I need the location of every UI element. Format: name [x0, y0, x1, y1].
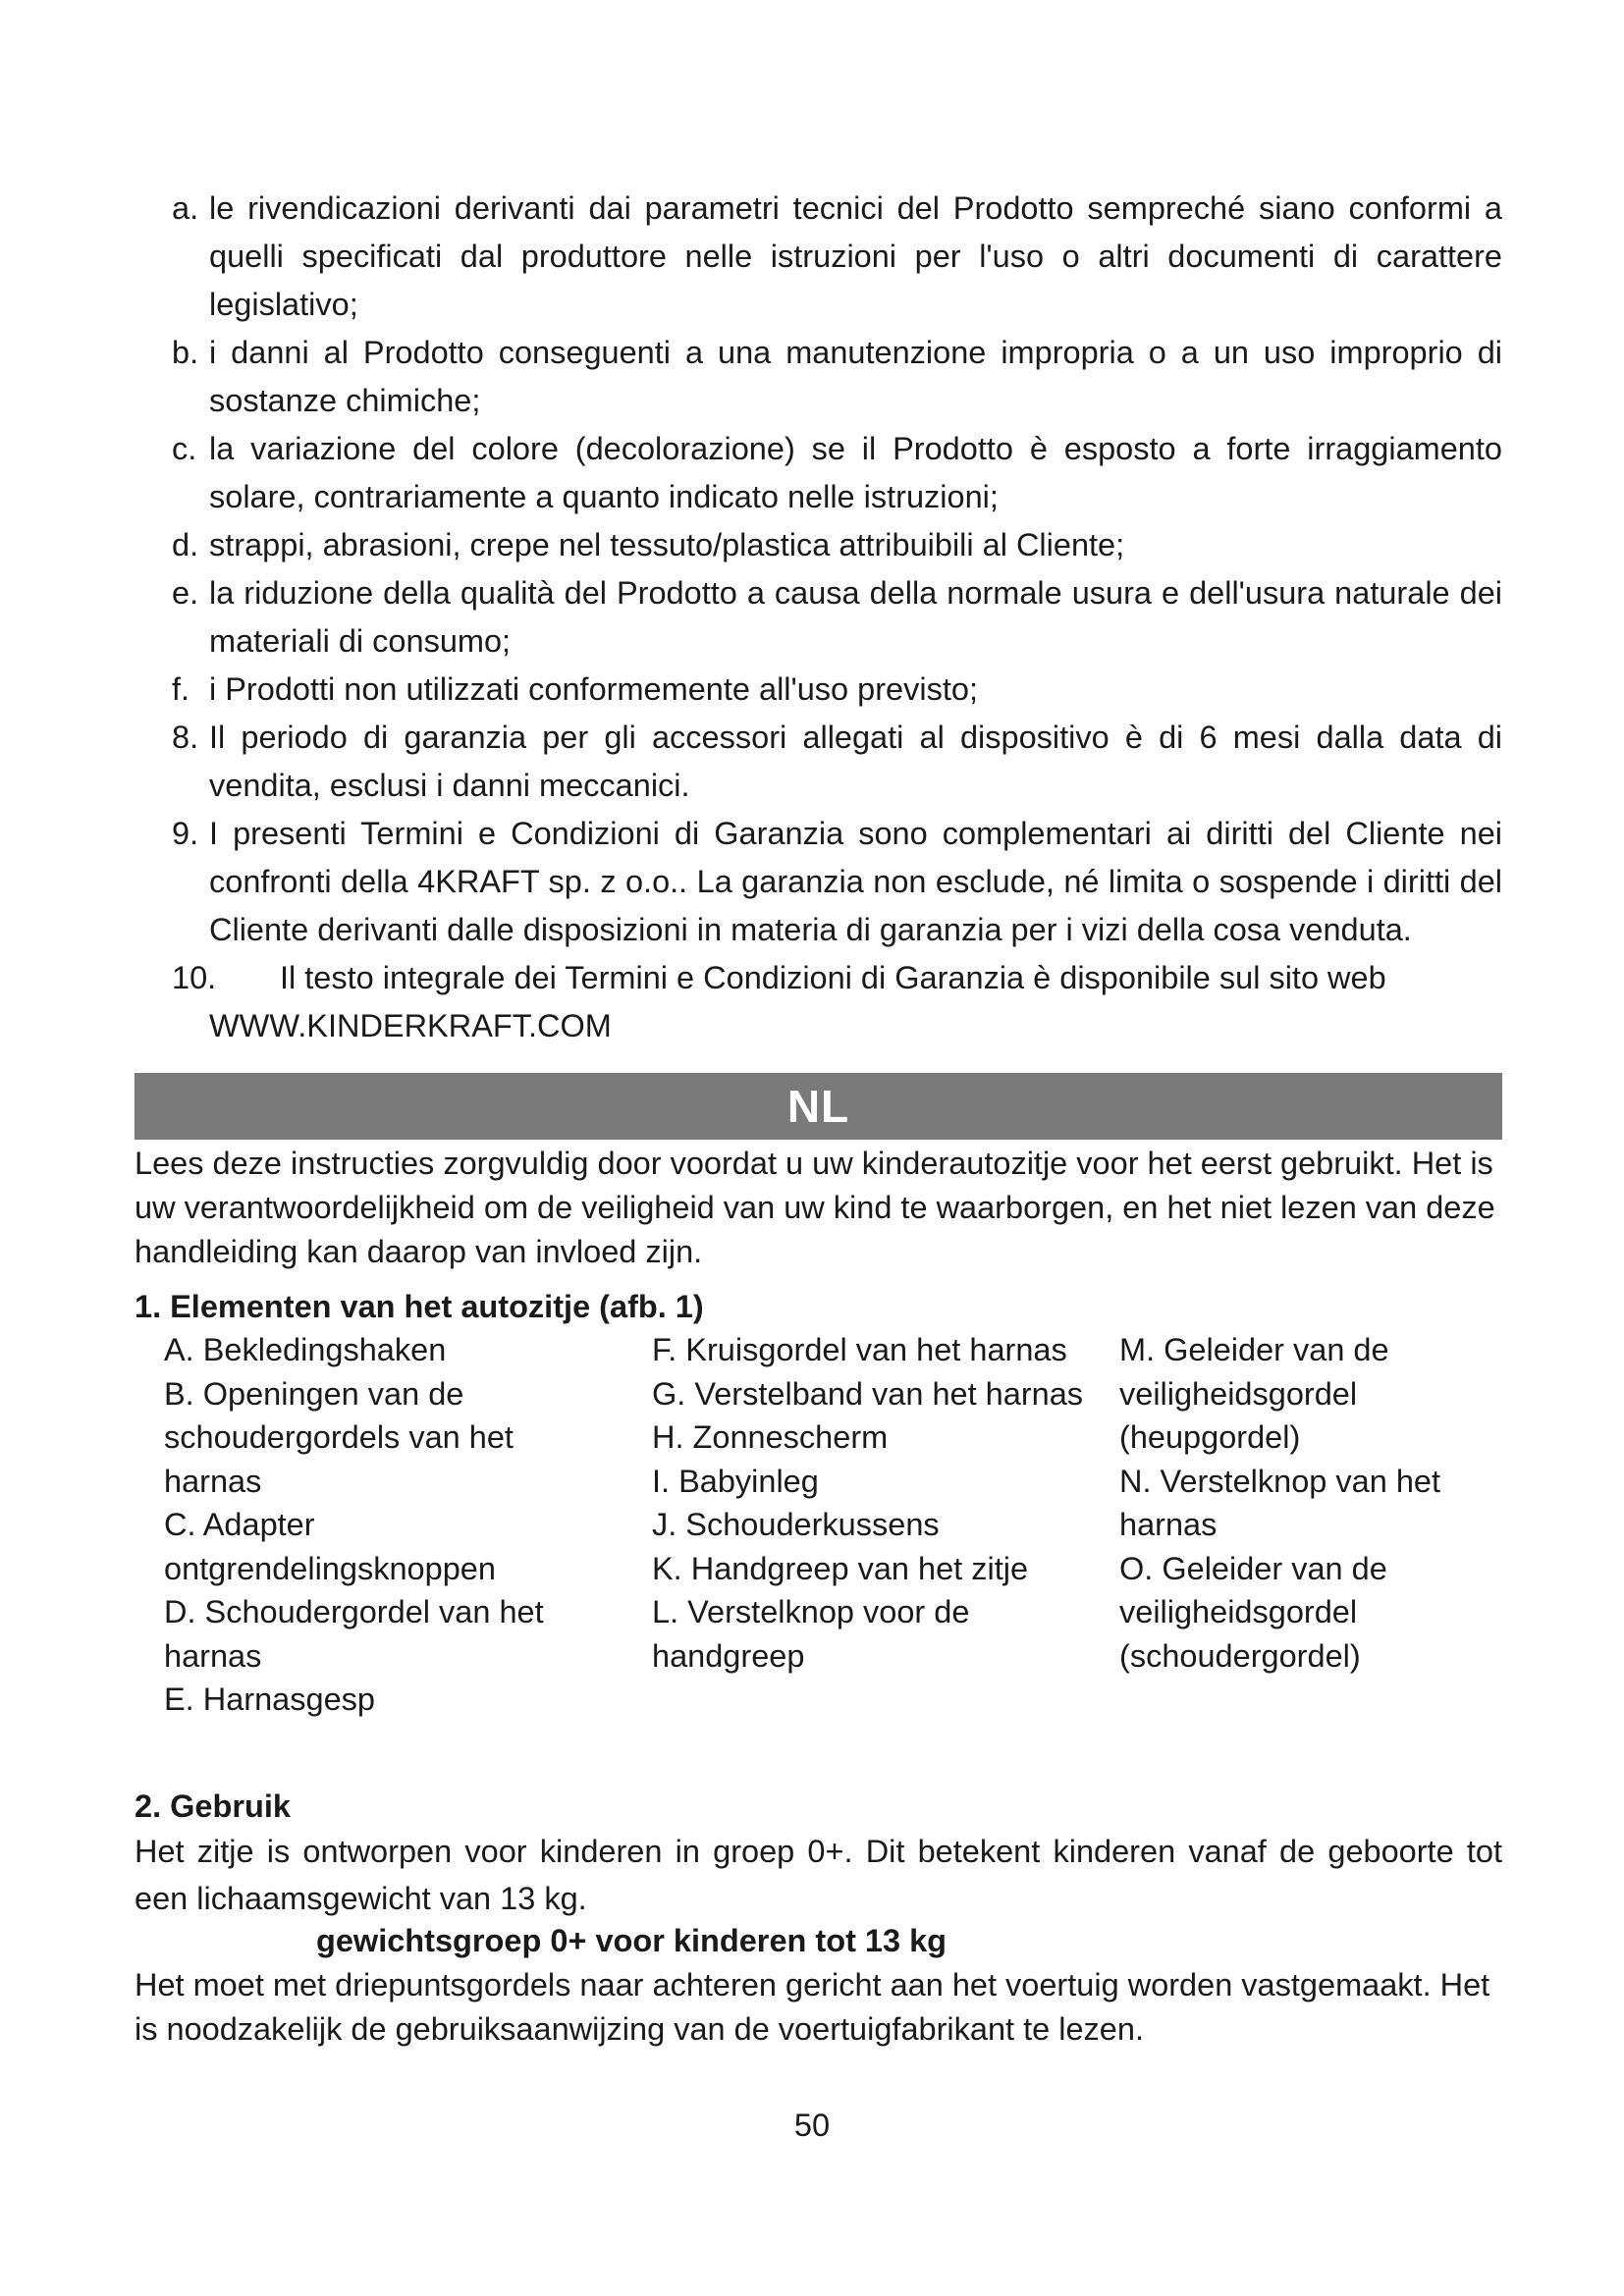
list-item-text: i danni al Prodotto conseguenti a una manutenzione impropria o a un uso improprio di sostanze chimiche; — [209, 335, 1502, 418]
list-item-text: Il periodo di garanzia per gli accessori allegati al dispositivo è di 6 mesi dalla data di vendita, esclusi i danni meccanici. — [209, 720, 1502, 803]
element-item: M. Geleider van de veiligheidsgordel (heupgordel) — [1119, 1332, 1389, 1455]
list-item-text: i Prodotti non utilizzati conformemente all'uso previsto; — [209, 671, 978, 707]
element-item: L. Verstelknop voor de handgreep — [652, 1594, 970, 1674]
list-item-text: Il testo integrale dei Termini e Condizioni di Garanzia è disponibile sul sito web — [280, 960, 1386, 995]
list-item — [172, 666, 1502, 714]
element-item: K. Handgreep van het zitje — [652, 1550, 1029, 1586]
list-item-label: 8. — [172, 720, 199, 755]
list-item-label: f. — [172, 671, 190, 707]
list-item-label: b. — [172, 335, 199, 370]
elements-column-3 — [1119, 1328, 1502, 1678]
list-item-label: 10. — [172, 960, 217, 995]
list-item — [172, 569, 1502, 666]
element-item: E. Harnasgesp — [164, 1682, 375, 1717]
intro-paragraph: Lees deze instructies zorgvuldig door voordat u uw kinderautozitje voor het eerst gebruikt. Het is uw verantwoordelijkheid om de veiligheid van uw kind te waarborgen, en het niet lezen van deze handleiding kan daarop van invloed zijn. — [135, 1146, 1495, 1269]
element-item: I. Babyinleg — [652, 1463, 819, 1499]
elements-column-2 — [652, 1328, 1084, 1678]
list-item — [172, 810, 1502, 954]
element-item: D. Schoudergordel van het harnas — [164, 1594, 544, 1674]
page-number: 50 — [793, 2108, 831, 2143]
usage-paragraph: Het zitje is ontworpen voor kinderen in groep 0+. Dit betekent kinderen vanaf de geboorte tot een lichaamsgewicht van 13 kg. — [135, 1834, 1502, 1916]
section-heading-elements: 1. Elementen van het autozitje (afb. 1) — [135, 1289, 704, 1324]
list-item-text: le rivendicazioni derivanti dai parametri tecnici del Prodotto sempreché siano conformi a quelli specificati dal produttore nelle istruzioni per l'uso o altri documenti di carattere legislativo; — [209, 190, 1502, 322]
element-item: B. Openingen van de schoudergordels van het harnas — [164, 1375, 514, 1499]
list-item — [172, 329, 1502, 425]
element-item: G. Verstelband van het harnas — [652, 1375, 1084, 1412]
list-item-text: la riduzione della qualità del Prodotto a causa della normale usura e dell'usura naturale dei materiali di consumo; — [209, 575, 1502, 659]
element-item: H. Zonnescherm — [652, 1419, 889, 1455]
elements-column-1 — [164, 1328, 596, 1722]
element-item: O. Geleider van de veiligheidsgordel (schoudergordel) — [1119, 1550, 1387, 1674]
element-item: F. Kruisgordel van het harnas — [652, 1332, 1067, 1367]
list-item-text: strappi, abrasioni, crepe nel tessuto/plastica attribuibili al Cliente; — [209, 527, 1125, 562]
element-item: N. Verstelknop van het harnas — [1119, 1463, 1440, 1542]
list-item-label: d. — [172, 527, 199, 562]
list-item-label: e. — [172, 575, 199, 611]
list-item-text: la variazione del colore (decolorazione) se il Prodotto è esposto a forte irraggiamento solare, contrariamente a quanto indicato nelle istruzioni; — [209, 431, 1502, 514]
italian-warranty-list — [172, 185, 1502, 1050]
list-item — [172, 714, 1502, 810]
weight-group-line: gewichtsgroep 0+ voor kinderen tot 13 kg — [316, 1923, 947, 1958]
website-link[interactable]: WWW.KINDERKRAFT.COM — [209, 1008, 612, 1043]
section-heading-usage: 2. Gebruik — [135, 1789, 291, 1824]
list-item-label: 9. — [172, 816, 199, 851]
element-item: A. Bekledingshaken — [164, 1332, 447, 1367]
element-item: C. Adapter ontgrendelingsknoppen — [164, 1507, 496, 1586]
list-item — [172, 521, 1502, 569]
list-item-text: I presenti Termini e Condizioni di Garanzia sono complementari ai diritti del Cliente nei confronti della 4KRAFT sp. z o.o.. La garanzia non esclude, né limita o sospende i diritti del Cliente derivanti dalle disposizioni in materia di garanzia per i vizi della cosa venduta. — [209, 816, 1502, 947]
list-item-label: c. — [172, 431, 197, 466]
language-section-banner: NL — [135, 1073, 1502, 1140]
list-item — [172, 954, 1502, 1050]
mounting-paragraph: Het moet met driepuntsgordels naar achteren gericht aan het voertuig worden vastgemaakt. Het is noodzakelijk de gebruiksaanwijzing van de voertuigfabrikant te lezen. — [135, 1967, 1490, 2047]
element-item: J. Schouderkussens — [652, 1507, 940, 1542]
list-item — [172, 185, 1502, 329]
list-item — [172, 425, 1502, 521]
list-item-label: a. — [172, 190, 199, 226]
